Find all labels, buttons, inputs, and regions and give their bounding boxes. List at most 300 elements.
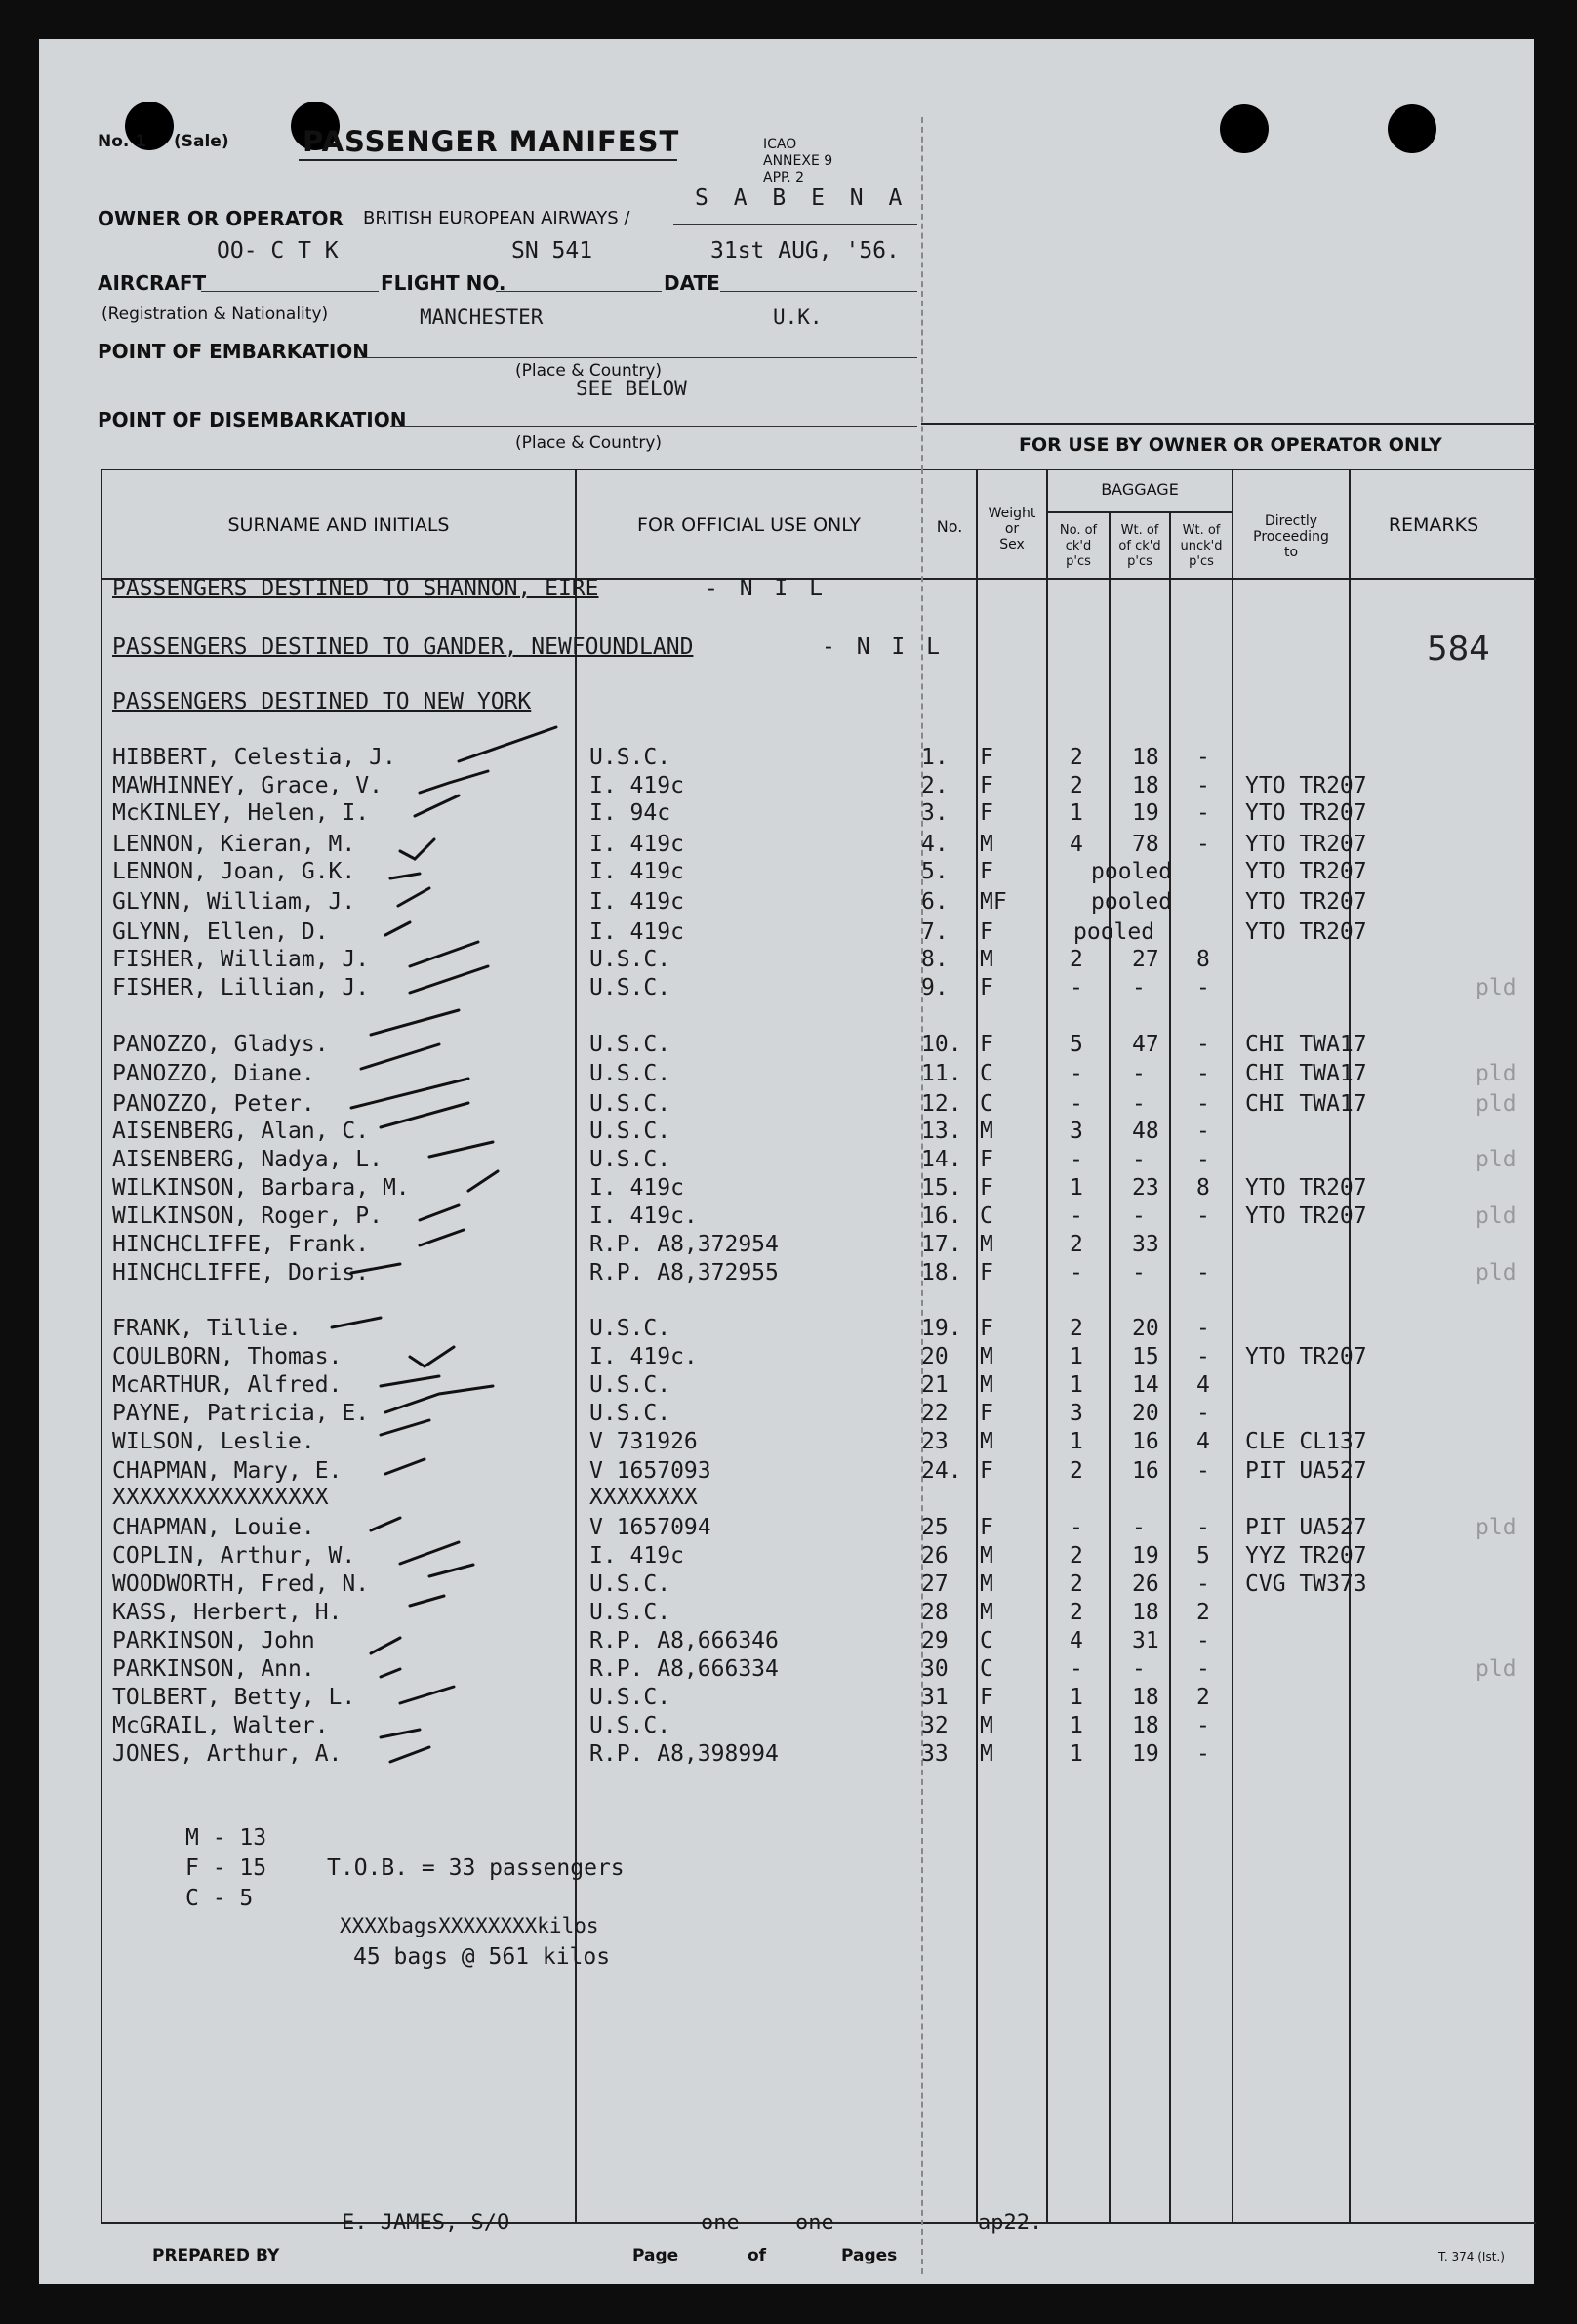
date-label: DATE	[664, 271, 720, 295]
col-surname: SURNAME AND INITIALS	[227, 514, 450, 536]
unchecked-weight: -	[1196, 1741, 1210, 1767]
official-id: I. 419c	[589, 859, 684, 884]
flight-label: FLIGHT NO.	[381, 271, 506, 295]
checked-weight: 20	[1132, 1401, 1159, 1426]
weight-or-sex: C	[980, 1656, 993, 1682]
official-id: U.S.C.	[589, 1401, 671, 1426]
checked-pieces: 4	[1070, 832, 1083, 857]
checked-pieces: 2	[1070, 1571, 1083, 1597]
checked-weight: 19	[1132, 1741, 1159, 1767]
form-code: T. 374 (Ist.)	[1438, 2250, 1505, 2263]
checked-weight: 16	[1132, 1429, 1159, 1454]
unchecked-weight: 2	[1196, 1600, 1210, 1625]
passenger-name: XXXXXXXXXXXXXXXX	[112, 1485, 329, 1510]
tick-mark	[381, 1376, 439, 1386]
passenger-name: JONES, Arthur, A.	[112, 1741, 343, 1767]
weight-or-sex: M	[980, 947, 993, 972]
checked-weight: pooled	[1091, 889, 1173, 915]
proceeding-to: YYZ TR207	[1245, 1543, 1367, 1569]
unchecked-weight: 4	[1196, 1372, 1210, 1398]
checked-pieces: -	[1070, 1515, 1083, 1540]
proceeding-to: CLE CL137	[1245, 1429, 1367, 1454]
checked-pieces: 1	[1070, 1741, 1083, 1767]
passenger-name: WILKINSON, Roger, P.	[112, 1203, 383, 1229]
remarks: pld	[1476, 1091, 1516, 1117]
passenger-name: COULBORN, Thomas.	[112, 1344, 343, 1369]
unchecked-weight: -	[1196, 1203, 1210, 1229]
passenger-number: 28	[921, 1600, 949, 1625]
remarks: pld	[1476, 975, 1516, 1000]
checked-pieces: 2	[1070, 947, 1083, 972]
owner-only-label: FOR USE BY OWNER OR OPERATOR ONLY	[1019, 434, 1442, 456]
passenger-number: 8.	[921, 947, 949, 972]
registration-label: (Registration & Nationality)	[101, 305, 329, 324]
official-id: U.S.C.	[589, 1685, 671, 1710]
tick-mark	[400, 839, 434, 859]
official-id: I. 419c	[589, 1175, 684, 1201]
weight-or-sex: M	[980, 832, 993, 857]
official-id: U.S.C.	[589, 975, 671, 1000]
checked-pieces: 1	[1070, 1429, 1083, 1454]
weight-or-sex: F	[980, 1147, 993, 1172]
official-id: U.S.C.	[589, 1147, 671, 1172]
checked-weight: 19	[1132, 800, 1159, 826]
section-gander-tail: - N I L	[822, 634, 944, 660]
proceeding-to: YTO TR207	[1245, 859, 1367, 884]
unchecked-weight: -	[1196, 1032, 1210, 1057]
disembarkation-label: POINT OF DISEMBARKATION	[98, 408, 407, 431]
official-id: V 1657094	[589, 1515, 711, 1540]
official-id: I. 94c	[589, 800, 671, 826]
passenger-number: 10.	[921, 1032, 962, 1057]
checked-pieces: -	[1070, 1260, 1083, 1285]
tick-mark	[420, 1230, 464, 1245]
aircraft-label: AIRCRAFT	[98, 271, 207, 295]
proceeding-to: YTO TR207	[1245, 1175, 1367, 1201]
unchecked-weight: -	[1196, 1458, 1210, 1484]
weight-or-sex: F	[980, 919, 993, 945]
disembarkation-value: SEE BELOW	[576, 377, 687, 400]
page-value: one	[701, 2211, 740, 2235]
checked-weight: 15	[1132, 1344, 1159, 1369]
checked-weight: 26	[1132, 1571, 1159, 1597]
unchecked-weight: -	[1196, 1713, 1210, 1738]
remarks: pld	[1476, 1147, 1516, 1172]
official-id: U.S.C.	[589, 1119, 671, 1144]
tick-mark	[420, 771, 488, 793]
weight-or-sex: F	[980, 800, 993, 826]
passenger-number: 17.	[921, 1232, 962, 1257]
weight-or-sex: M	[980, 1571, 993, 1597]
passenger-number: 14.	[921, 1147, 962, 1172]
tick-mark	[429, 1565, 473, 1576]
proceeding-to: CHI TWA17	[1245, 1061, 1367, 1086]
form-number-label: No. 1	[98, 132, 147, 151]
passenger-number: 24.	[921, 1458, 962, 1484]
remarks: pld	[1476, 1515, 1516, 1540]
section-gander: PASSENGERS DESTINED TO GANDER, NEWFOUNDLAND	[112, 634, 694, 660]
tick-mark	[390, 874, 420, 878]
weight-or-sex: C	[980, 1628, 993, 1653]
checked-pieces: 5	[1070, 1032, 1083, 1057]
tick-mark	[415, 795, 459, 816]
tick-mark	[371, 1638, 400, 1653]
tick-mark	[410, 966, 488, 993]
checked-weight: 20	[1132, 1316, 1159, 1341]
tick-mark	[371, 1518, 400, 1530]
tick-mark	[332, 1318, 381, 1327]
unchecked-weight: -	[1196, 1656, 1210, 1682]
tick-mark	[351, 1079, 468, 1108]
weight-or-sex: F	[980, 745, 993, 770]
official-id: R.P. A8,666346	[589, 1628, 779, 1653]
passenger-name: WOODWORTH, Fred, N.	[112, 1571, 370, 1597]
checked-pieces: 4	[1070, 1628, 1083, 1653]
form-title: PASSENGER MANIFEST	[303, 125, 680, 158]
passenger-name: CHAPMAN, Mary, E.	[112, 1458, 343, 1484]
passenger-name: McGRAIL, Walter.	[112, 1713, 329, 1738]
unchecked-weight: -	[1196, 773, 1210, 798]
checked-pieces: -	[1070, 1091, 1083, 1117]
passenger-number: 21	[921, 1372, 949, 1398]
weight-or-sex: C	[980, 1091, 993, 1117]
checked-pieces: 1	[1070, 1713, 1083, 1738]
checked-pieces: 2	[1070, 1232, 1083, 1257]
official-id: R.P. A8,666334	[589, 1656, 779, 1682]
passenger-number: 27	[921, 1571, 949, 1597]
passenger-number: 22	[921, 1401, 949, 1426]
weight-or-sex: M	[980, 1741, 993, 1767]
official-id: I. 419c	[589, 1543, 684, 1569]
passenger-number: 2.	[921, 773, 949, 798]
passenger-name: FISHER, William, J.	[112, 947, 370, 972]
weight-or-sex: F	[980, 1032, 993, 1057]
section-shannon: PASSENGERS DESTINED TO SHANNON, EIRE	[112, 576, 599, 601]
official-id: V 731926	[589, 1429, 698, 1454]
checked-weight: 18	[1132, 1685, 1159, 1710]
col-wt-ckd: Wt. of of ck'd p'cs	[1118, 523, 1161, 569]
passenger-number: 33	[921, 1741, 949, 1767]
official-id: XXXXXXXX	[589, 1485, 698, 1510]
remarks: pld	[1476, 1203, 1516, 1229]
unchecked-weight: -	[1196, 832, 1210, 857]
weight-or-sex: F	[980, 859, 993, 884]
proceeding-to: YTO TR207	[1245, 832, 1367, 857]
official-id: R.P. A8,398994	[589, 1741, 779, 1767]
checked-weight: -	[1132, 1656, 1146, 1682]
unchecked-weight: -	[1196, 1628, 1210, 1653]
weight-or-sex: M	[980, 1429, 993, 1454]
tick-mark	[385, 922, 410, 935]
passenger-number: 32	[921, 1713, 949, 1738]
unchecked-weight: 5	[1196, 1543, 1210, 1569]
weight-or-sex: F	[980, 1401, 993, 1426]
checked-weight: -	[1132, 1515, 1146, 1540]
weight-or-sex: F	[980, 975, 993, 1000]
proceeding-to: PIT UA527	[1245, 1515, 1367, 1540]
weight-or-sex: M	[980, 1119, 993, 1144]
passenger-number: 6.	[921, 889, 949, 915]
proceeding-to: YTO TR207	[1245, 800, 1367, 826]
unchecked-weight: -	[1196, 1091, 1210, 1117]
weight-or-sex: C	[980, 1061, 993, 1086]
unchecked-weight: -	[1196, 745, 1210, 770]
checked-pieces: 2	[1070, 773, 1083, 798]
checked-pieces: 1	[1070, 1372, 1083, 1398]
pages-label: Pages	[841, 2246, 898, 2265]
tick-mark	[468, 1171, 498, 1191]
passenger-name: FRANK, Tillie.	[112, 1316, 302, 1341]
weight-or-sex: F	[980, 1515, 993, 1540]
checked-pieces: 1	[1070, 1344, 1083, 1369]
checked-pieces: -	[1070, 1203, 1083, 1229]
passenger-number: 18.	[921, 1260, 962, 1285]
struck-bags-line: XXXXbagsXXXXXXXXkilos	[340, 1914, 599, 1937]
embarkation-country: U.K.	[773, 306, 823, 329]
official-id: U.S.C.	[589, 1372, 671, 1398]
owner-value: BRITISH EUROPEAN AIRWAYS /	[363, 208, 630, 228]
app-label: APP. 2	[763, 170, 805, 185]
checked-pieces: pooled	[1073, 919, 1155, 945]
passenger-number: 9.	[921, 975, 949, 1000]
passenger-number: 5.	[921, 859, 949, 884]
passenger-name: CHAPMAN, Louie.	[112, 1515, 315, 1540]
tick-mark	[420, 1205, 459, 1220]
passenger-name: PANOZZO, Gladys.	[112, 1032, 329, 1057]
icao-label: ICAO	[763, 137, 797, 152]
passenger-name: AISENBERG, Nadya, L.	[112, 1147, 383, 1172]
passenger-number: 3.	[921, 800, 949, 826]
unchecked-weight: -	[1196, 1061, 1210, 1086]
checked-weight: -	[1132, 975, 1146, 1000]
unchecked-weight: -	[1196, 975, 1210, 1000]
tick-mark	[381, 1103, 468, 1127]
col-wt-unckd: Wt. of unck'd p'cs	[1180, 523, 1223, 569]
checked-pieces: 2	[1070, 1600, 1083, 1625]
passenger-name: WILKINSON, Barbara, M.	[112, 1175, 410, 1201]
aircraft-value: OO- C T K	[217, 238, 339, 264]
passenger-number: 16.	[921, 1203, 962, 1229]
checked-weight: 18	[1132, 1600, 1159, 1625]
official-id: U.S.C.	[589, 1713, 671, 1738]
tick-mark	[400, 1542, 459, 1564]
checked-weight: 27	[1132, 947, 1159, 972]
prepared-by-label: PREPARED BY	[152, 2246, 280, 2265]
prepared-by-value: E. JAMES, S/O	[342, 2211, 510, 2235]
unchecked-weight: -	[1196, 1119, 1210, 1144]
weight-or-sex: F	[980, 1685, 993, 1710]
tick-mark	[400, 1687, 454, 1703]
checked-weight: 18	[1132, 773, 1159, 798]
passenger-name: PARKINSON, John	[112, 1628, 315, 1653]
proceeding-to: YTO TR207	[1245, 1203, 1367, 1229]
col-ckd: No. of ck'd p'cs	[1059, 523, 1098, 569]
total-male: M - 13	[185, 1825, 267, 1851]
remarks: pld	[1476, 1061, 1516, 1086]
weight-or-sex: F	[980, 773, 993, 798]
passenger-name: AISENBERG, Alan, C.	[112, 1119, 370, 1144]
official-id: I. 419c	[589, 832, 684, 857]
passenger-number: 13.	[921, 1119, 962, 1144]
passenger-name: GLYNN, Ellen, D.	[112, 919, 329, 945]
checked-pieces: 1	[1070, 1175, 1083, 1201]
checked-weight: -	[1132, 1091, 1146, 1117]
passenger-name: KASS, Herbert, H.	[112, 1600, 343, 1625]
annexe-label: ANNEXE 9	[763, 153, 833, 169]
weight-or-sex: C	[980, 1203, 993, 1229]
col-baggage: BAGGAGE	[1101, 480, 1179, 499]
proceeding-to: YTO TR207	[1245, 1344, 1367, 1369]
tick-mark	[390, 1747, 429, 1762]
tick-mark	[410, 1347, 454, 1366]
passenger-number: 15.	[921, 1175, 962, 1201]
checked-weight: 14	[1132, 1372, 1159, 1398]
weight-or-sex: F	[980, 1260, 993, 1285]
weight-or-sex: M	[980, 1372, 993, 1398]
passenger-name: MAWHINNEY, Grace, V.	[112, 773, 383, 798]
weight-or-sex: M	[980, 1344, 993, 1369]
form-number-suffix: (Sale)	[174, 132, 229, 151]
proceeding-to: YTO TR207	[1245, 773, 1367, 798]
col-weight: Weight or Sex	[988, 506, 1036, 552]
passenger-number: 11.	[921, 1061, 962, 1086]
unchecked-weight: -	[1196, 1515, 1210, 1540]
passenger-number: 7.	[921, 919, 949, 945]
tick-mark	[385, 1386, 493, 1412]
checked-weight: -	[1132, 1147, 1146, 1172]
owner-typed: S A B E N A	[695, 185, 909, 211]
checked-pieces: 1	[1070, 800, 1083, 826]
remarks: pld	[1476, 1656, 1516, 1682]
passenger-name: McARTHUR, Alfred.	[112, 1372, 343, 1398]
proceeding-to: YTO TR207	[1245, 919, 1367, 945]
checked-pieces: -	[1070, 1656, 1083, 1682]
tick-mark	[459, 727, 556, 761]
checked-weight: 47	[1132, 1032, 1159, 1057]
weight-or-sex: F	[980, 1316, 993, 1341]
official-id: V 1657093	[589, 1458, 711, 1484]
date-value: 31st AUG, '56.	[710, 238, 900, 264]
checked-weight: 33	[1132, 1232, 1159, 1257]
official-id: R.P. A8,372955	[589, 1260, 779, 1285]
unchecked-weight: -	[1196, 1344, 1210, 1369]
tick-mark	[371, 1010, 459, 1035]
passenger-name: LENNON, Kieran, M.	[112, 832, 356, 857]
proceeding-to: CHI TWA17	[1245, 1091, 1367, 1117]
official-id: I. 419c.	[589, 1344, 698, 1369]
checked-pieces: -	[1070, 975, 1083, 1000]
passenger-name: PANOZZO, Diane.	[112, 1061, 315, 1086]
footer-ref: ap22.	[978, 2211, 1043, 2235]
checked-pieces: 3	[1070, 1401, 1083, 1426]
official-id: U.S.C.	[589, 1061, 671, 1086]
passenger-name: PARKINSON, Ann.	[112, 1656, 315, 1682]
unchecked-weight: -	[1196, 1571, 1210, 1597]
proceeding-to: CHI TWA17	[1245, 1032, 1367, 1057]
col-remarks: REMARKS	[1388, 514, 1479, 536]
of-value: one	[795, 2211, 834, 2235]
of-label: of	[748, 2246, 767, 2265]
passenger-number: 23	[921, 1429, 949, 1454]
checked-weight: 19	[1132, 1543, 1159, 1569]
checked-weight: pooled	[1091, 859, 1173, 884]
official-id: U.S.C.	[589, 1032, 671, 1057]
checked-pieces: 2	[1070, 1316, 1083, 1341]
remarks: pld	[1476, 1260, 1516, 1285]
tick-mark	[385, 1459, 425, 1474]
official-id: I. 419c.	[589, 1203, 698, 1229]
official-id: U.S.C.	[589, 745, 671, 770]
weight-or-sex: M	[980, 1600, 993, 1625]
page-reference: 584	[1427, 630, 1490, 669]
weight-or-sex: MF	[980, 889, 1007, 915]
col-directly: Directly Proceeding to	[1253, 513, 1329, 560]
checked-pieces: 3	[1070, 1119, 1083, 1144]
embarkation-place: MANCHESTER	[420, 306, 544, 329]
section-shannon-tail: - N I L	[705, 576, 827, 601]
unchecked-weight: -	[1196, 800, 1210, 826]
official-id: U.S.C.	[589, 1316, 671, 1341]
checked-pieces: 2	[1070, 1543, 1083, 1569]
weight-or-sex: M	[980, 1713, 993, 1738]
passenger-name: GLYNN, William, J.	[112, 889, 356, 915]
checked-pieces: 2	[1070, 745, 1083, 770]
checked-pieces: 1	[1070, 1685, 1083, 1710]
tick-mark	[381, 1669, 400, 1677]
passenger-number: 12.	[921, 1091, 962, 1117]
bags-total: 45 bags @ 561 kilos	[353, 1944, 611, 1970]
checked-weight: 16	[1132, 1458, 1159, 1484]
tick-mark	[381, 1420, 429, 1435]
checked-weight: 78	[1132, 832, 1159, 857]
section-new-york: PASSENGERS DESTINED TO NEW YORK	[112, 689, 532, 714]
checked-weight: -	[1132, 1061, 1146, 1086]
weight-or-sex: F	[980, 1175, 993, 1201]
total-on-board: T.O.B. = 33 passengers	[327, 1855, 625, 1881]
passenger-number: 29	[921, 1628, 949, 1653]
official-id: U.S.C.	[589, 947, 671, 972]
checked-weight: 31	[1132, 1628, 1159, 1653]
official-id: U.S.C.	[589, 1600, 671, 1625]
passenger-number: 31	[921, 1685, 949, 1710]
passenger-name: FISHER, Lillian, J.	[112, 975, 370, 1000]
embarkation-label: POINT OF EMBARKATION	[98, 340, 370, 363]
passenger-number: 1.	[921, 745, 949, 770]
passenger-number: 26	[921, 1543, 949, 1569]
official-id: R.P. A8,372954	[589, 1232, 779, 1257]
total-children: C - 5	[185, 1886, 254, 1911]
passenger-name: PANOZZO, Peter.	[112, 1091, 315, 1117]
unchecked-weight: -	[1196, 1260, 1210, 1285]
passenger-name: WILSON, Leslie.	[112, 1429, 315, 1454]
col-no: No.	[936, 517, 963, 536]
tick-mark	[361, 1044, 439, 1069]
official-id: I. 419c	[589, 889, 684, 915]
page-label: Page	[632, 2246, 679, 2265]
proceeding-to: PIT UA527	[1245, 1458, 1367, 1484]
unchecked-weight: -	[1196, 1316, 1210, 1341]
col-official: FOR OFFICIAL USE ONLY	[637, 514, 861, 536]
passenger-name: COPLIN, Arthur, W.	[112, 1543, 356, 1569]
passenger-name: HINCHCLIFFE, Frank.	[112, 1232, 370, 1257]
passenger-number: 4.	[921, 832, 949, 857]
proceeding-to: CVG TW373	[1245, 1571, 1367, 1597]
official-id: I. 419c	[589, 773, 684, 798]
checked-pieces: -	[1070, 1061, 1083, 1086]
passenger-name: HINCHCLIFFE, Doris.	[112, 1260, 370, 1285]
checked-weight: 23	[1132, 1175, 1159, 1201]
checked-weight: 18	[1132, 745, 1159, 770]
